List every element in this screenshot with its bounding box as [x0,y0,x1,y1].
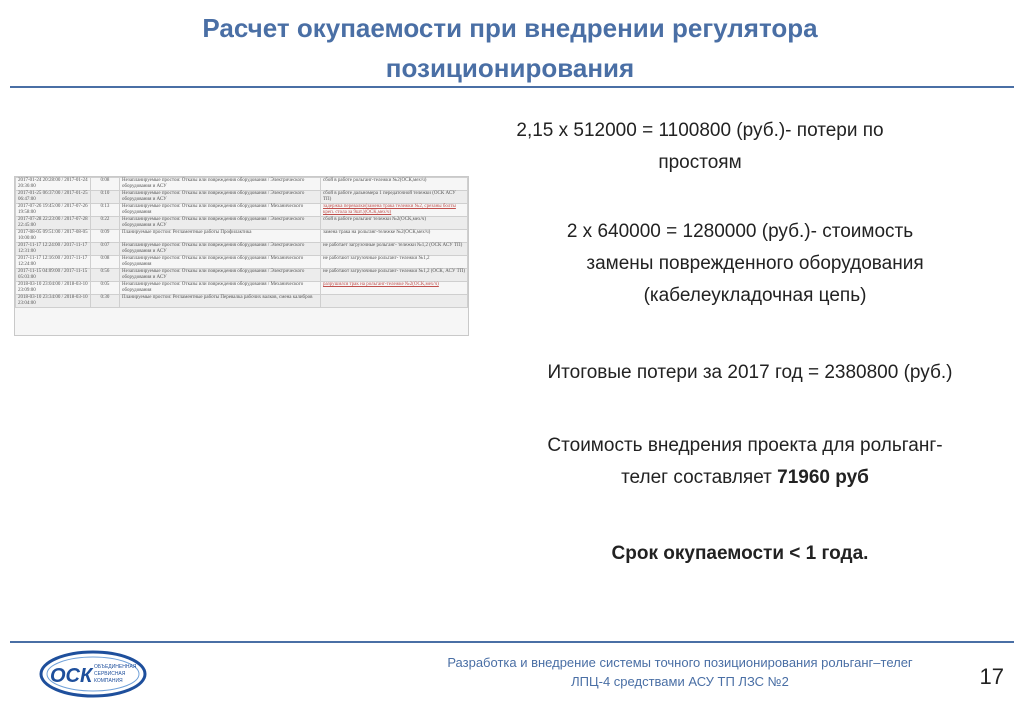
footer-divider [10,641,1014,643]
cell-dates: 2017-07-28 22:23:00 / 2017-07-28 22:45:00 [16,217,91,230]
cell-duration: 0:13 [91,204,120,217]
calc-line: (кабелеукладочная цепь) [643,285,867,306]
cell-reason: Незапланируемые простои: Отказы или повреждения оборудования / Механического оборудования [120,256,321,269]
svg-text:ОБЪЕДИНЕННАЯ: ОБЪЕДИНЕННАЯ [94,664,137,670]
cell-comment: замена трака на рольганг-тележке №2(ОСК,мех/ч) [321,230,468,243]
svg-text:СЕРВИСНАЯ: СЕРВИСНАЯ [94,671,126,677]
table-row [16,295,468,308]
table-row [16,282,468,295]
cell-duration: 0:07 [91,243,120,256]
cell-reason: Планируемые простои: Регламентные работы Профилактика [120,230,321,243]
table-row [16,178,468,191]
cell-dates: 2017-01-24 20:28:00 / 2017-01-24 20:36:00 [16,178,91,191]
footer-text [390,653,970,691]
cell-duration: 0:30 [91,295,120,308]
calc-line: простоям [658,152,742,173]
cell-reason: Планируемые простои: Регламентные работы Перевалка рабочих валков, смена калибров [120,295,321,308]
downtime-log-table [14,176,469,336]
cell-dates: 2017-11-15 04:09:00 / 2017-11-15 05:03:00 [16,269,91,282]
downtime-loss-calc [490,115,910,179]
cell-duration: 0:05 [91,282,120,295]
equipment-cost-calc [490,216,990,312]
cell-dates: 2017-01-25 06:37:00 / 2017-01-25 06:47:00 [16,191,91,204]
page-number: 17 [979,664,1004,689]
slide-title: Расчет окупаемости при внедрении регулятора позиционирования [202,13,818,83]
cell-reason: Незапланируемые простои: Отказы или повреждения оборудования / Электрического оборудования и АСУ [120,243,321,256]
cell-reason: Незапланируемые простои: Отказы или повреждения оборудования / Электрического оборудования и АСУ [120,217,321,230]
footer-line: Разработка и внедрение системы точного позиционирования рольганг–телег [447,655,913,670]
table-row [16,256,468,269]
calc-line: Стоимость внедрения проекта для рольганг- [547,435,943,456]
cell-comment: разрушился трак на рольганг-тележке №2(ОСК,мех/ч) [321,282,468,295]
cost-value: 71960 руб [777,467,869,488]
cell-comment: сбой в работе дальномера 1 передаточной тележки (ОСК АСУ ТП) [321,191,468,204]
cell-comment: сбой в работе рольганг-тележки №2(ОСК,мех/ч) [321,178,468,191]
table-row [16,269,468,282]
cell-duration: 0:56 [91,269,120,282]
cell-reason: Незапланируемые простои: Отказы или повреждения оборудования / Механического оборудования [120,282,321,295]
svg-text:ОСК: ОСК [50,665,93,687]
cell-duration: 0:22 [91,217,120,230]
cell-dates: 2017-08-05 09:51:00 / 2017-08-05 10:00:00 [16,230,91,243]
osk-logo [38,648,148,700]
cell-reason: Незапланируемые простои: Отказы или повреждения оборудования / Электрического оборудования и АСУ [120,269,321,282]
table-row [16,217,468,230]
cell-duration: 0:10 [91,191,120,204]
table-row [16,230,468,243]
cell-reason: Незапланируемые простои: Отказы или повреждения оборудования / Электрического оборудования и АСУ [120,178,321,191]
table-row [16,204,468,217]
cell-comment: не работают загрузочные рольганг- тележки №1,2 [321,256,468,269]
svg-text:КОМПАНИЯ: КОМПАНИЯ [94,678,123,684]
cell-reason: Незапланируемые простои: Отказы или повреждения оборудования / Механического оборудования [120,204,321,217]
calc-line: 2,15 х 512000 = 1100800 (руб.)- потери по [516,120,884,141]
cell-dates: 2018-03-10 23:34:00 / 2018-03-10 23:04:00 [16,295,91,308]
title-divider [10,86,1014,88]
cell-duration: 0:08 [91,256,120,269]
calc-line: замены поврежденного оборудования [586,253,924,274]
cell-dates: 2017-11-17 12:24:00 / 2017-11-17 12:31:00 [16,243,91,256]
implementation-cost [470,430,1020,494]
cell-dates: 2017-07-26 19:45:00 / 2017-07-26 19:58:00 [16,204,91,217]
cell-comment: не работают загрузочные рольганг- тележки №1,2 (ОСК, АСУ ТП) [321,269,468,282]
calc-line: 2 х 640000 = 1280000 (руб.)- стоимость [566,221,914,242]
payback-period: Срок окупаемости < 1 года. [611,543,869,564]
table-row [16,243,468,256]
cell-dates: 2018-03-10 23:04:00 / 2018-03-10 23:09:00 [16,282,91,295]
cell-duration: 0:08 [91,178,120,191]
cell-comment [321,295,468,308]
cell-dates: 2017-11-17 12:16:00 / 2017-11-17 12:24:00 [16,256,91,269]
total-losses: Итоговые потери за 2017 год = 2380800 (руб.) [547,362,953,383]
calc-line: телег составляет [621,467,778,488]
footer-line: ЛПЦ-4 средствами АСУ ТП ЛЗС №2 [571,674,789,689]
cell-comment: сбой в работе рольганг тележки №2(ОСК,мех/ч) [321,217,468,230]
cell-comment: не работает загрузочные рольганг- тележки №1,2 (ОСК АСУ ТП) [321,243,468,256]
cell-reason: Незапланируемые простои: Отказы или повреждения оборудования / Электрического оборудования и АСУ [120,191,321,204]
table-row [16,191,468,204]
downtime-table [15,177,468,308]
cell-duration: 0:09 [91,230,120,243]
cell-comment: задержка перевалки(замена трака тележки №2, срезаны болты креп. стола за 9шт.)(ОСК,мех/ч) [321,204,468,217]
